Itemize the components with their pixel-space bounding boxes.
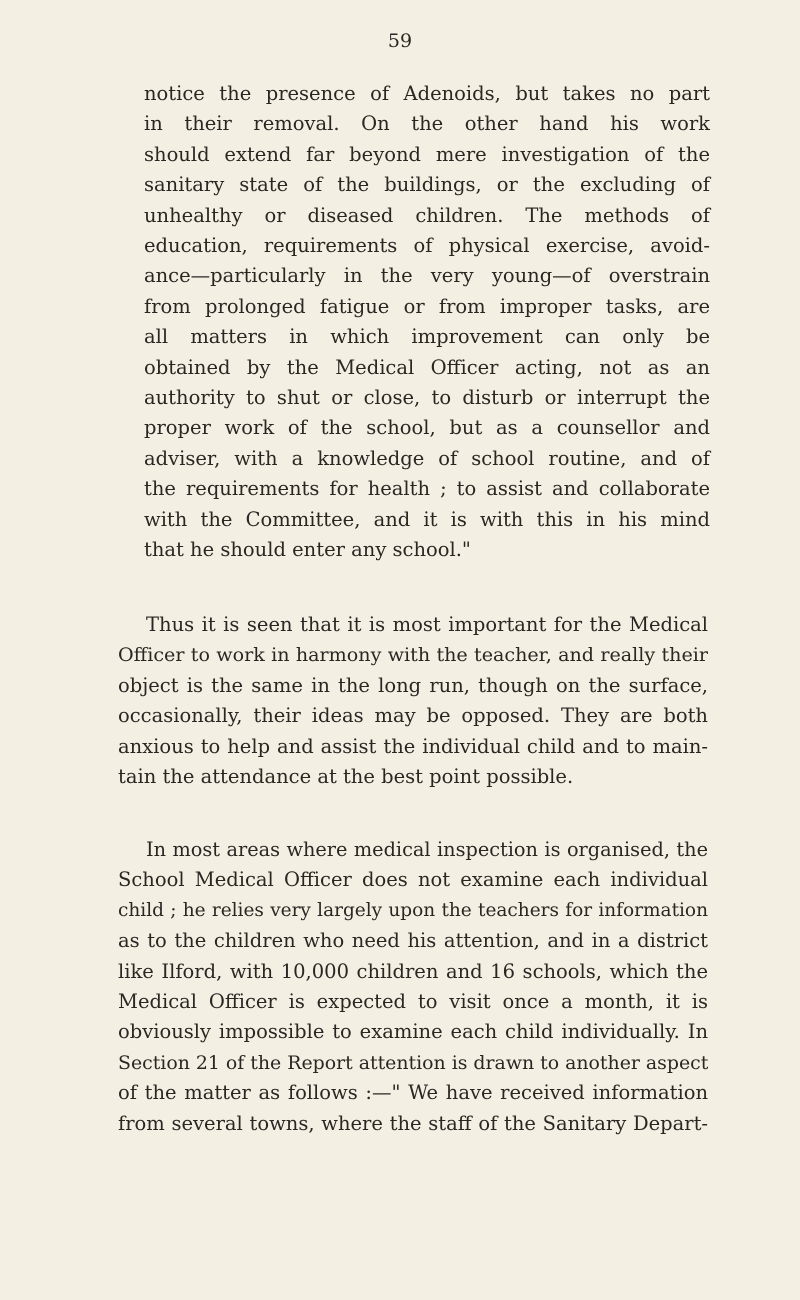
- text-line: in their removal. On the other hand his work: [144, 112, 710, 136]
- page-number: 59: [387, 30, 413, 52]
- text-line: obviously impossible to examine each child individually. In: [118, 1020, 708, 1044]
- text-line: anxious to help and assist the individual child and to main-: [118, 734, 708, 758]
- quoted-paragraph: [144, 79, 710, 566]
- text-line: Medical Officer is expected to visit once a month, it is: [118, 990, 708, 1014]
- text-line: Section 21 of the Report attention is drawn to another aspect: [118, 1051, 709, 1074]
- text-line: In most areas where medical inspection is organised, the: [146, 838, 708, 861]
- text-line: object is the same in the long run, though on the surface,: [118, 673, 708, 697]
- text-line: of the matter as follows :—" We have received information: [118, 1081, 708, 1105]
- text-line: child ; he relies very largely upon the teachers for information: [118, 899, 708, 921]
- text-line: sanitary state of the buildings, or the excluding of: [144, 173, 710, 197]
- text-line: occasionally, their ideas may be opposed. They are both: [118, 704, 708, 728]
- text-line: the requirements for health ; to assist and collaborate: [144, 477, 710, 501]
- text-line: adviser, with a knowledge of school routine, and of: [144, 446, 710, 470]
- text-line: unhealthy or diseased children. The methods of: [144, 203, 710, 227]
- text-line: School Medical Officer does not examine each individual: [118, 868, 708, 892]
- text-line: authority to shut or close, to disturb or interrupt the: [144, 386, 710, 410]
- text-line: from prolonged fatigue or from improper tasks, are: [144, 294, 710, 318]
- text-line: tain the attendance at the best point possible.: [118, 765, 574, 789]
- text-line: obtained by the Medical Officer acting, not as an: [144, 355, 710, 379]
- text-line: Thus it is seen that it is most important for the Medical: [146, 613, 708, 636]
- text-line: education, requirements of physical exercise, avoid-: [144, 234, 710, 258]
- text-line: as to the children who need his attention, and in a district: [118, 929, 708, 953]
- text-line: proper work of the school, but as a counsellor and: [144, 416, 710, 440]
- text-line: Officer to work in harmony with the teacher, and really their: [118, 643, 708, 667]
- text-line: like Ilford, with 10,000 children and 16 schools, which the: [118, 959, 708, 983]
- body-paragraph: [118, 835, 708, 1139]
- text-line: should extend far beyond mere investigation of the: [144, 142, 710, 166]
- text-line: all matters in which improvement can only be: [144, 325, 710, 349]
- text-line: with the Committee, and it is with this in his mind: [144, 507, 710, 531]
- text-line: ance—particularly in the very young—of overstrain: [144, 264, 710, 288]
- text-line: notice the presence of Adenoids, but takes no part: [144, 82, 710, 105]
- text-line: that he should enter any school.": [144, 538, 471, 562]
- text-line: from several towns, where the staff of the Sanitary Depart-: [118, 1111, 708, 1135]
- body-paragraph: [118, 610, 708, 792]
